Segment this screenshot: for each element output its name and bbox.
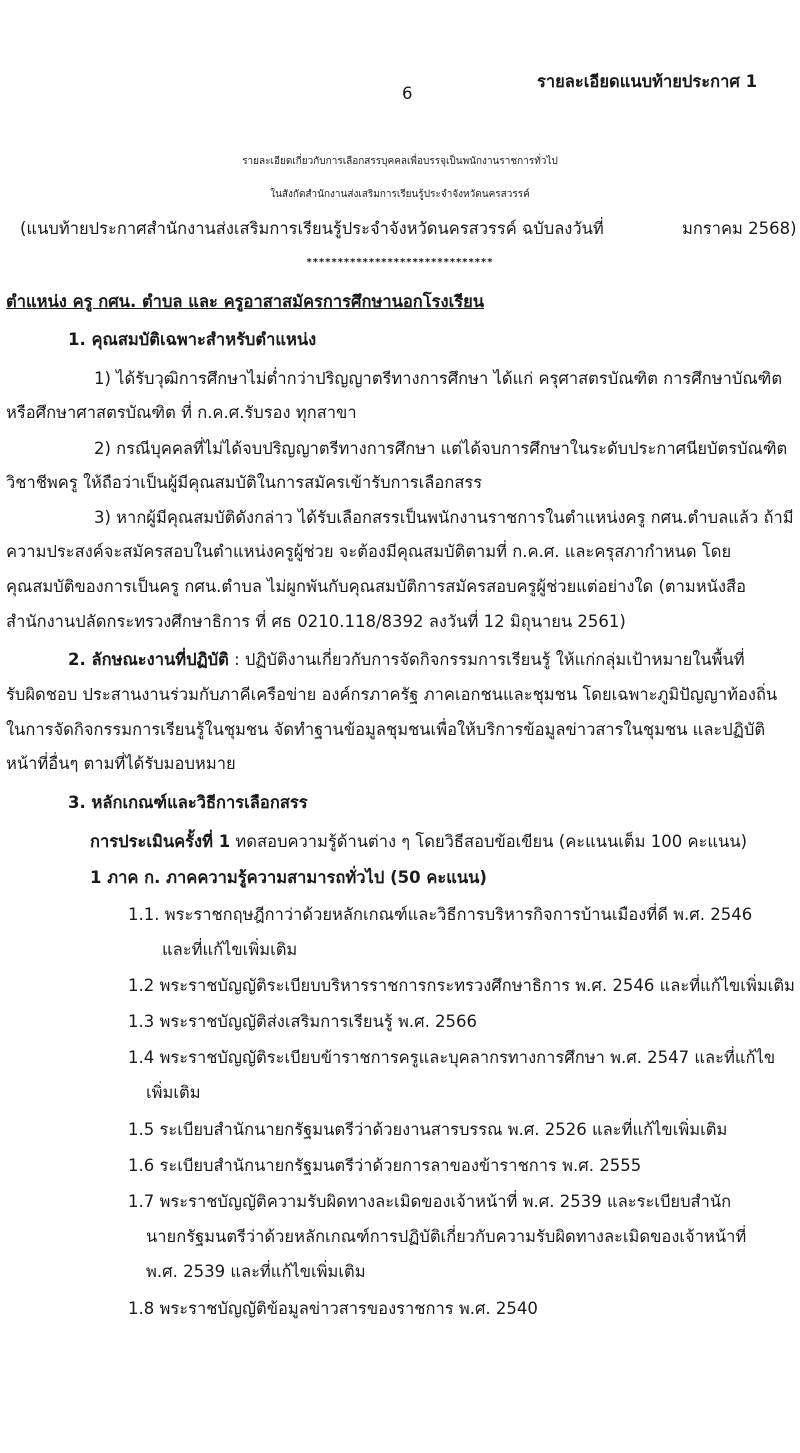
evaluation-text: ทดสอบความรู้ด้านต่าง ๆ โดยวิธีสอบข้อเขียน (คะแนนเต็ม 100 คะแนน) <box>230 832 748 851</box>
list-item-1-4-line1: 1.4 พระราชบัญญัติระเบียบข้าราชการครูและบุคลากรทางการศึกษา พ.ศ. 2547 และที่แก้ไข <box>128 1048 776 1067</box>
page-number: 6 <box>402 84 413 103</box>
section2-line4: หน้าที่อื่นๆ ตามที่ได้รับมอบหมาย <box>6 754 236 773</box>
section1-item3-line4: สำนักงานปลัดกระทรวงศึกษาธิการ ที่ ศธ 0210.118/8392 ลงวันที่ 12 มิถุนายน 2561) <box>6 612 626 631</box>
attachment-label: รายละเอียดแนบท้ายประกาศ 1 <box>537 72 758 91</box>
list-item-1-8: 1.8 พระราชบัญญัติข้อมูลข่าวสารของราชการ พ.ศ. 2540 <box>128 1299 538 1318</box>
list-item-1-3: 1.3 พระราชบัญญัติส่งเสริมการเรียนรู้ พ.ศ. 2566 <box>128 1012 478 1031</box>
list-item-1-1-line2: และที่แก้ไขเพิ่มเติม <box>162 940 298 959</box>
title-line-3-right: มกราคม 2568) <box>682 219 797 238</box>
title-line-1: รายละเอียดเกี่ยวกับการเลือกสรรบุคคลเพื่อบรรจุเป็นพนักงานราชการทั่วไป <box>242 156 558 167</box>
list-item-1-7-line1: 1.7 พระราชบัญญัติความรับผิดทางละเมิดของเจ้าหน้าที่ พ.ศ. 2539 และระเบียบสำนัก <box>128 1192 732 1211</box>
section1-heading: 1. คุณสมบัติเฉพาะสำหรับตำแหน่ง <box>68 330 317 349</box>
position-heading: ตำแหน่ง ครู กศน. ตำบล และ ครูอาสาสมัครการศึกษานอกโรงเรียน <box>6 292 485 311</box>
title-line-3-left: (แนบท้ายประกาศสำนักงานส่งเสริมการเรียนรู้ประจำจังหวัดนครสวรรค์ ฉบับลงวันที่ <box>20 219 604 238</box>
list-item-1-7-line3: พ.ศ. 2539 และที่แก้ไขเพิ่มเติม <box>146 1262 366 1281</box>
evaluation-line <box>90 830 747 854</box>
section1-item1-line1: 1) ได้รับวุฒิการศึกษาไม่ต่ำกว่าปริญญาตรีทางการศึกษา ได้แก่ ครุศาสตรบัณฑิต การศึกษาบัณฑิต <box>94 369 783 388</box>
section1-item3-line1: 3) หากผู้มีคุณสมบัติดังกล่าว ได้รับเลือกสรรเป็นพนักงานราชการในตำแหน่งครู กศน.ตำบลแล้ว ถ้ามี <box>94 508 794 527</box>
evaluation-title: การประเมินครั้งที่ 1 <box>90 832 231 851</box>
section3-heading: 3. หลักเกณฑ์และวิธีการเลือกสรร <box>68 793 308 812</box>
section1-item3-line2: ความประสงค์จะสมัครสอบในตำแหน่งครูผู้ช่วย จะต้องมีคุณสมบัติตามที่ ก.ค.ศ. และครุสภากำหนด โดย <box>6 542 732 561</box>
title-separator: ****************************** <box>306 257 494 268</box>
list-item-1-5: 1.5 ระเบียบสำนักนายกรัฐมนตรีว่าด้วยงานสารบรรณ พ.ศ. 2526 และที่แก้ไขเพิ่มเติม <box>128 1120 728 1139</box>
list-item-1-2: 1.2 พระราชบัญญัติระเบียบบริหารราชการกระทรวงศึกษาธิการ พ.ศ. 2546 และที่แก้ไขเพิ่มเติม <box>128 976 795 995</box>
title-line-2: ในสังกัดสำนักงานส่งเสริมการเรียนรู้ประจำจังหวัดนครสวรรค์ <box>270 189 530 200</box>
section2-line1 <box>68 648 745 672</box>
part-a-heading: 1 ภาค ก. ภาคความรู้ความสามารถทั่วไป (50 คะแนน) <box>90 868 487 887</box>
section1-item2-line2: วิชาชีพครู ให้ถือว่าเป็นผู้มีคุณสมบัติในการสมัครเข้ารับการเลือกสรร <box>6 473 483 492</box>
section2-line3: ในการจัดกิจกรรมการเรียนรู้ในชุมชน จัดทำฐานข้อมูลชุมชนเพื่อให้บริการข้อมูลข่าวสารในชุมชน และปฏิบัติ <box>6 720 766 739</box>
list-item-1-7-line2: นายกรัฐมนตรีว่าด้วยหลักเกณฑ์การปฏิบัติเกี่ยวกับความรับผิดทางละเมิดของเจ้าหน้าที่ <box>146 1227 747 1246</box>
section1-item1-line2: หรือศึกษาศาสตรบัณฑิต ที่ ก.ค.ศ.รับรอง ทุกสาขา <box>6 403 357 422</box>
section2-line2: รับผิดชอบ ประสานงานร่วมกับภาคีเครือข่าย องค์กรภาครัฐ ภาคเอกชนและชุมชน โดยเฉพาะภูมิปัญญาท้องถิ่น <box>6 685 778 704</box>
list-item-1-1-line1: 1.1. พระราชกฤษฎีกาว่าด้วยหลักเกณฑ์และวิธีการบริหารกิจการบ้านเมืองที่ดี พ.ศ. 2546 <box>128 905 753 924</box>
list-item-1-6: 1.6 ระเบียบสำนักนายกรัฐมนตรีว่าด้วยการลาของข้าราชการ พ.ศ. 2555 <box>128 1156 642 1175</box>
section2-heading: 2. ลักษณะงานที่ปฏิบัติ <box>68 650 229 669</box>
section2-line1-text: : ปฏิบัติงานเกี่ยวกับการจัดกิจกรรมการเรียนรู้ ให้แก่กลุ่มเป้าหมายในพื้นที่ <box>228 650 745 669</box>
section1-item3-line3: คุณสมบัติของการเป็นครู กศน.ตำบล ไม่ผูกพันกับคุณสมบัติการสมัครสอบครูผู้ช่วยแต่อย่างใด (ตามหนังสือ <box>6 577 746 596</box>
section1-item2-line1: 2) กรณีบุคคลที่ไม่ได้จบปริญญาตรีทางการศึกษา แต่ได้จบการศึกษาในระดับประกาศนียบัตรบัณฑิต <box>94 439 788 458</box>
list-item-1-4-line2: เพิ่มเติม <box>146 1083 201 1102</box>
